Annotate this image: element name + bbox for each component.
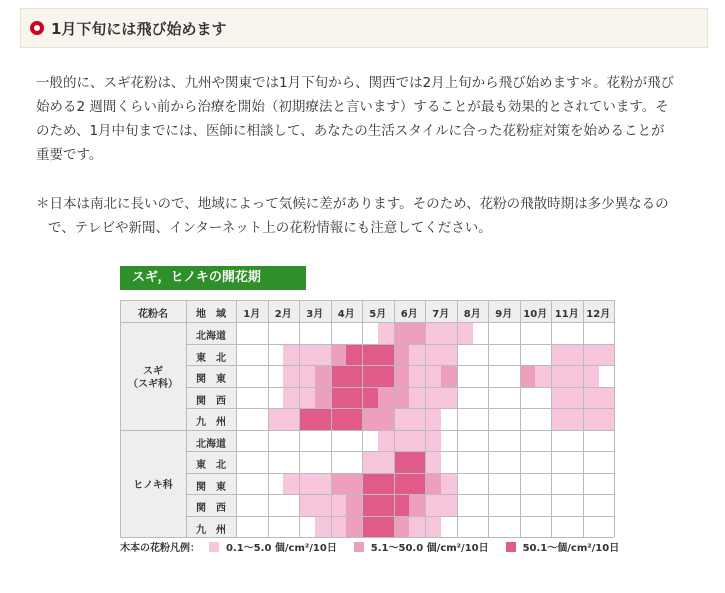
pollen-level-cell <box>394 365 410 387</box>
pollen-level-cell <box>441 473 457 495</box>
table-title: スギ，ヒノキの開花期 <box>120 266 306 290</box>
pollen-level-cell <box>315 408 331 430</box>
pollen-level-cell <box>425 494 441 516</box>
col-gridline <box>362 300 363 537</box>
region-name: 北海道 <box>196 331 226 342</box>
intro-paragraph <box>36 71 696 167</box>
pollen-level-cell <box>346 494 362 516</box>
legend <box>120 539 619 554</box>
col-gridline <box>331 300 332 537</box>
section-header <box>20 8 708 48</box>
pollen-level-cell <box>315 516 331 538</box>
pollen-group-name: （スギ科） <box>128 378 178 390</box>
row-gridline <box>120 430 614 431</box>
month-header: 2月 <box>274 309 292 320</box>
col-gridline <box>268 300 269 537</box>
pollen-level-cell <box>425 365 441 387</box>
pollen-level-cell <box>409 365 425 387</box>
pollen-level-cell <box>346 344 362 366</box>
pollen-level-cell <box>346 408 362 430</box>
pollen-level-cell <box>378 494 394 516</box>
month-header: 3月 <box>306 309 324 320</box>
legend-item-high: 50.1～個/cm²/10日 <box>522 543 620 554</box>
pollen-level-cell <box>425 451 441 473</box>
top-border <box>120 300 614 301</box>
circle-bullet-icon <box>30 21 44 35</box>
flowering-period-table <box>120 300 614 537</box>
pollen-level-cell <box>283 365 299 387</box>
pollen-level-cell <box>362 387 378 409</box>
pollen-level-cell <box>551 408 567 430</box>
pollen-level-cell <box>425 322 441 344</box>
pollen-level-cell <box>394 494 410 516</box>
pollen-level-cell <box>598 387 614 409</box>
region-name: 九 州 <box>196 524 226 536</box>
pollen-level-cell <box>268 408 284 430</box>
pollen-level-cell <box>299 387 315 409</box>
pollen-level-cell <box>394 473 410 495</box>
pollen-level-cell <box>425 430 441 452</box>
pollen-level-cell <box>299 344 315 366</box>
pollen-level-cell <box>362 473 378 495</box>
pollen-level-cell <box>362 344 378 366</box>
pollen-level-cell <box>551 387 567 409</box>
pollen-level-cell <box>409 494 425 516</box>
month-header: 5月 <box>369 309 387 320</box>
region-name: 北海道 <box>196 438 226 450</box>
pollen-level-cell <box>551 344 567 366</box>
col-gridline <box>120 300 121 537</box>
row-gridline <box>186 365 614 366</box>
region-name: 関 西 <box>196 503 226 514</box>
legend-label: 木本の花粉凡例： <box>120 543 200 554</box>
pollen-level-cell <box>378 473 394 495</box>
pollen-level-cell <box>425 473 441 495</box>
col-gridline <box>583 300 584 537</box>
pollen-level-cell <box>378 322 394 344</box>
pollen-level-cell <box>409 451 425 473</box>
pollen-level-cell <box>457 322 473 344</box>
region-name: 東 北 <box>196 352 226 364</box>
pollen-level-cell <box>409 322 425 344</box>
pollen-level-cell <box>331 494 347 516</box>
pollen-level-cell <box>346 387 362 409</box>
region-name: 東 北 <box>196 460 226 471</box>
pollen-level-cell <box>331 408 347 430</box>
pollen-level-cell <box>409 516 425 538</box>
month-header: 8月 <box>463 309 481 320</box>
pollen-level-cell <box>394 387 410 409</box>
pollen-level-cell <box>394 344 410 366</box>
col-gridline <box>299 300 300 537</box>
col-gridline <box>488 300 489 537</box>
legend-item-mid: 5.1～50.0 個/cm²/10日 <box>370 543 489 554</box>
pollen-level-cell <box>362 408 378 430</box>
pollen-level-cell <box>362 365 378 387</box>
col-gridline <box>236 300 237 537</box>
col-gridline <box>520 300 521 537</box>
row-gridline <box>120 322 614 323</box>
pollen-level-cell <box>315 494 331 516</box>
pollen-level-cell <box>567 365 583 387</box>
pollen-level-cell <box>331 365 347 387</box>
note-paragraph <box>36 192 696 240</box>
pollen-level-cell <box>425 387 441 409</box>
month-header: 6月 <box>400 309 418 320</box>
row-gridline <box>186 344 614 345</box>
pollen-level-cell <box>331 387 347 409</box>
row-gridline <box>186 494 614 495</box>
pollen-level-cell <box>583 344 599 366</box>
pollen-level-cell <box>315 473 331 495</box>
pollen-level-cell <box>346 473 362 495</box>
month-header: 10月 <box>523 309 548 320</box>
month-header: 9月 <box>495 309 513 320</box>
pollen-level-cell <box>378 430 394 452</box>
row-gridline <box>186 451 614 452</box>
pollen-level-cell <box>331 473 347 495</box>
region-name: 関 西 <box>196 395 226 407</box>
pollen-level-cell <box>425 344 441 366</box>
pollen-level-cell <box>441 494 457 516</box>
pollen-level-cell <box>378 408 394 430</box>
pollen-level-cell <box>299 408 315 430</box>
pollen-level-cell <box>283 408 299 430</box>
region-name: 関 東 <box>196 481 226 493</box>
pollen-level-cell <box>315 344 331 366</box>
pollen-level-cell <box>283 344 299 366</box>
pollen-level-cell <box>567 344 583 366</box>
col-gridline <box>551 300 552 537</box>
col-gridline <box>394 300 395 537</box>
pollen-level-cell <box>362 494 378 516</box>
pollen-level-cell <box>551 365 567 387</box>
pollen-group-name: スギ <box>143 365 163 377</box>
row-gridline <box>186 408 614 409</box>
region-name: 九 州 <box>196 417 226 428</box>
pollen-level-cell <box>520 365 536 387</box>
paragraph-line: 重要です。 <box>36 147 103 163</box>
pollen-level-cell <box>583 365 599 387</box>
pollen-level-cell <box>362 516 378 538</box>
pollen-level-cell <box>441 322 457 344</box>
pollen-level-cell <box>299 473 315 495</box>
pollen-level-cell <box>441 365 457 387</box>
paragraph-line: 一般的に、スギ花粉は、九州や関東では1月下旬から、関西では2月上旬から飛び始めます＊。花粉が飛び <box>36 75 675 91</box>
month-header: 1月 <box>243 309 261 320</box>
pollen-level-cell <box>331 344 347 366</box>
paragraph-line: のため、1月中旬までには、医師に相談して、あなたの生活スタイルに合った花粉症対策を始めることが <box>36 123 665 139</box>
pollen-level-cell <box>283 473 299 495</box>
pollen-level-cell <box>394 408 410 430</box>
region-name: 関 東 <box>196 374 226 385</box>
pollen-level-cell <box>362 451 378 473</box>
note-line: ＊日本は南北に長いので、地域によって気候に差があります。そのため、花粉の飛散時期は多少異なるの <box>36 196 669 212</box>
pollen-level-cell <box>409 408 425 430</box>
pollen-level-cell <box>409 344 425 366</box>
pollen-level-cell <box>409 387 425 409</box>
pollen-level-cell <box>299 494 315 516</box>
legend-swatch-low <box>209 542 219 552</box>
pollen-level-cell <box>583 387 599 409</box>
pollen-level-cell <box>346 516 362 538</box>
legend-swatch-high <box>506 542 516 552</box>
pollen-level-cell <box>425 516 441 538</box>
pollen-level-cell <box>394 451 410 473</box>
pollen-level-cell <box>378 387 394 409</box>
pollen-level-cell <box>598 344 614 366</box>
month-header: 4月 <box>337 309 355 320</box>
pollen-level-cell <box>378 344 394 366</box>
pollen-level-cell <box>331 516 347 538</box>
pollen-level-cell <box>409 473 425 495</box>
header-region: 地 域 <box>196 309 226 320</box>
pollen-level-cell <box>583 408 599 430</box>
pollen-level-cell <box>394 516 410 538</box>
pollen-level-cell <box>315 365 331 387</box>
section-title: 1月下旬には飛び始めます <box>51 20 227 38</box>
pollen-level-cell <box>394 322 410 344</box>
pollen-level-cell <box>535 365 551 387</box>
paragraph-line: 始める2 週間くらい前から治療を開始（初期療法と言います）することが最も効果的とされています。そ <box>36 99 669 115</box>
pollen-level-cell <box>567 408 583 430</box>
month-header: 12月 <box>586 309 611 320</box>
pollen-level-cell <box>409 430 425 452</box>
row-gridline <box>186 473 614 474</box>
col-gridline <box>457 300 458 537</box>
pollen-level-cell <box>283 387 299 409</box>
pollen-level-cell <box>378 365 394 387</box>
pollen-level-cell <box>378 516 394 538</box>
pollen-level-cell <box>598 408 614 430</box>
pollen-group-name: ヒノキ科 <box>133 480 173 492</box>
col-gridline <box>425 300 426 537</box>
pollen-level-cell <box>425 408 441 430</box>
legend-swatch-mid <box>354 542 364 552</box>
pollen-level-cell <box>394 430 410 452</box>
pollen-level-cell <box>441 344 457 366</box>
pollen-level-cell <box>315 387 331 409</box>
month-header: 11月 <box>554 309 579 320</box>
col-gridline <box>614 300 615 537</box>
pollen-level-cell <box>299 365 315 387</box>
row-gridline <box>186 516 614 517</box>
note-line: で、テレビや新聞、インターネット上の花粉情報にも注意してください。 <box>48 220 492 236</box>
row-gridline <box>186 387 614 388</box>
pollen-level-cell <box>567 387 583 409</box>
pollen-level-cell <box>441 387 457 409</box>
pollen-level-cell <box>346 365 362 387</box>
month-header: 7月 <box>432 309 450 320</box>
row-gridline <box>120 537 614 538</box>
pollen-level-cell <box>378 451 394 473</box>
legend-item-low: 0.1～5.0 個/cm²/10日 <box>225 543 337 554</box>
header-pollen-name: 花粉名 <box>138 309 168 320</box>
